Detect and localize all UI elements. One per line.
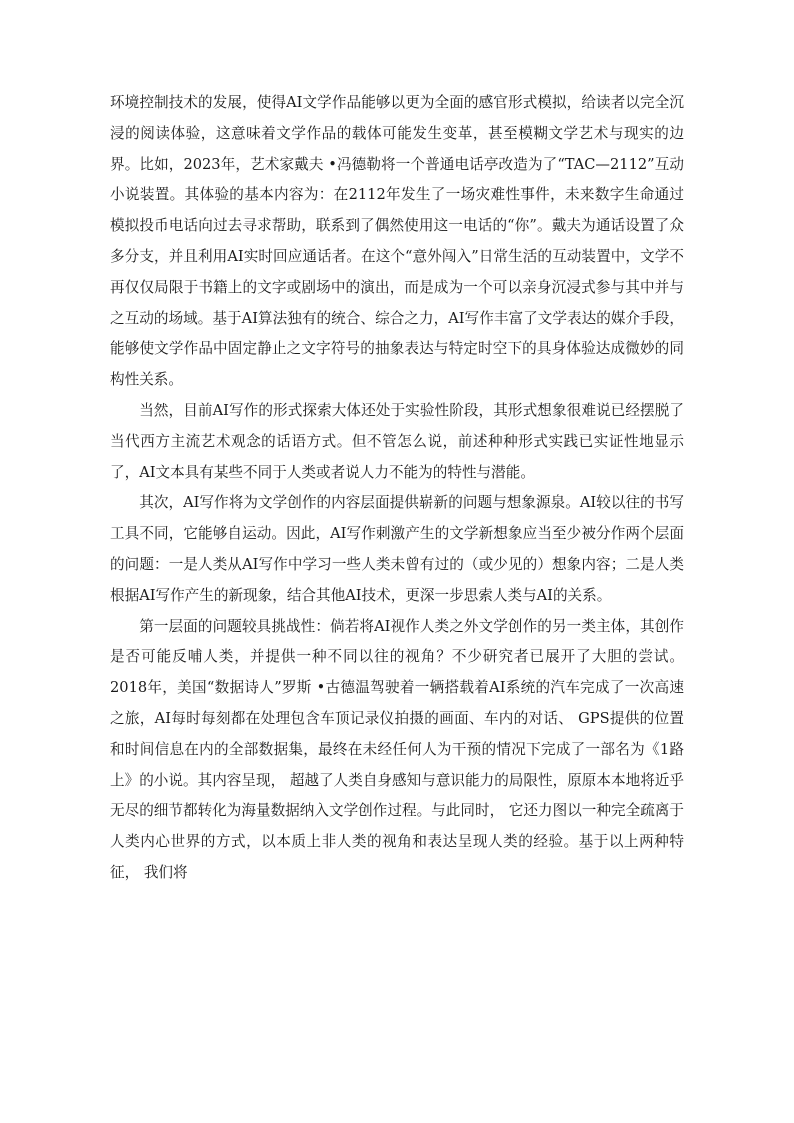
body-text [110,88,684,889]
paragraph-1: 环境控制技术的发展，使得AI文学作品能够以更为全面的感官形式模拟，给读者以完全沉浸的阅读体验，这意味着文学作品的载体可能发生变革，甚至模糊文学艺术与现实的边界。比如，2023年，艺术家戴夫 •冯德勒将一个普通电话亭改造为了“TAC—2112”互动小说装置。其体验的基本内容为：在2112年发生了一场灾难性事件，未来数字生命通过模拟投币电话向过去寻求帮助，联系到了偶然使用这一电话的“你”。戴夫为通话设置了众多分支，并且利用AI实时回应通话者。在这个“意外闯入”日常生活的互动装置中，文学不再仅仅局限于书籍上的文字或剧场中的演出，而是成为一个可以亲身沉浸式参与其中并与之互动的场域。基于AI算法独有的统合、综合之力，AI写作丰富了文学表达的媒介手段，能够使文学作品中固定静止之文字符号的抽象表达与特定时空下的具身体验达成微妙的同构性关系。 [110,94,684,389]
paragraph-2: 当然，目前AI写作的形式探索大体还处于实验性阶段，其形式想象很难说已经摆脱了当代西方主流艺术观念的话语方式。但不管怎么说，前述种种形式实践已实证性地显示了，AI文本具有某些不同于人类或者说人力不能为的特性与潜能。 [110,401,684,481]
paragraph-3: 其次，AI写作将为文学创作的内容层面提供崭新的问题与想象源泉。AI较以往的书写工具不同，它能够自运动。因此，AI写作刺激产生的文学新想象应当至少被分作两个层面的问题：一是人类从AI写作中学习一些人类未曾有过的（或少见的）想象内容；二是人类根据AI写作产生的新现象，结合其他AI技术，更深一步思索人类与AI的关系。 [110,494,684,604]
paragraph-4: 第一层面的问题较具挑战性：倘若将AI视作人类之外文学创作的另一类主体，其创作是否可能反哺人类，并提供一种不同以往的视角？不少研究者已展开了大胆的尝试。2018年，美国“数据诗人”罗斯 •古德温驾驶着一辆搭载着AI系统的汽车完成了一次高速之旅，AI每时每刻都在处理包含车顶记录仪拍摄的画面、车内的对话、 GPS提供的位置和时间信息在内的全部数据集，最终在未经任何人为干预的情况下完成了一部名为《1路上》的小说。其内容呈现， 超越了人类自身感知与意识能力的局限性，原原本本地将近乎无尽的细节都转化为海量数据纳入文学创作过程。与此同时， 它还力图以一种完全疏离于人类内心世界的方式，以本质上非人类的视角和表达呈现人类的经验。基于以上两种特征， 我们将 [110,617,684,881]
